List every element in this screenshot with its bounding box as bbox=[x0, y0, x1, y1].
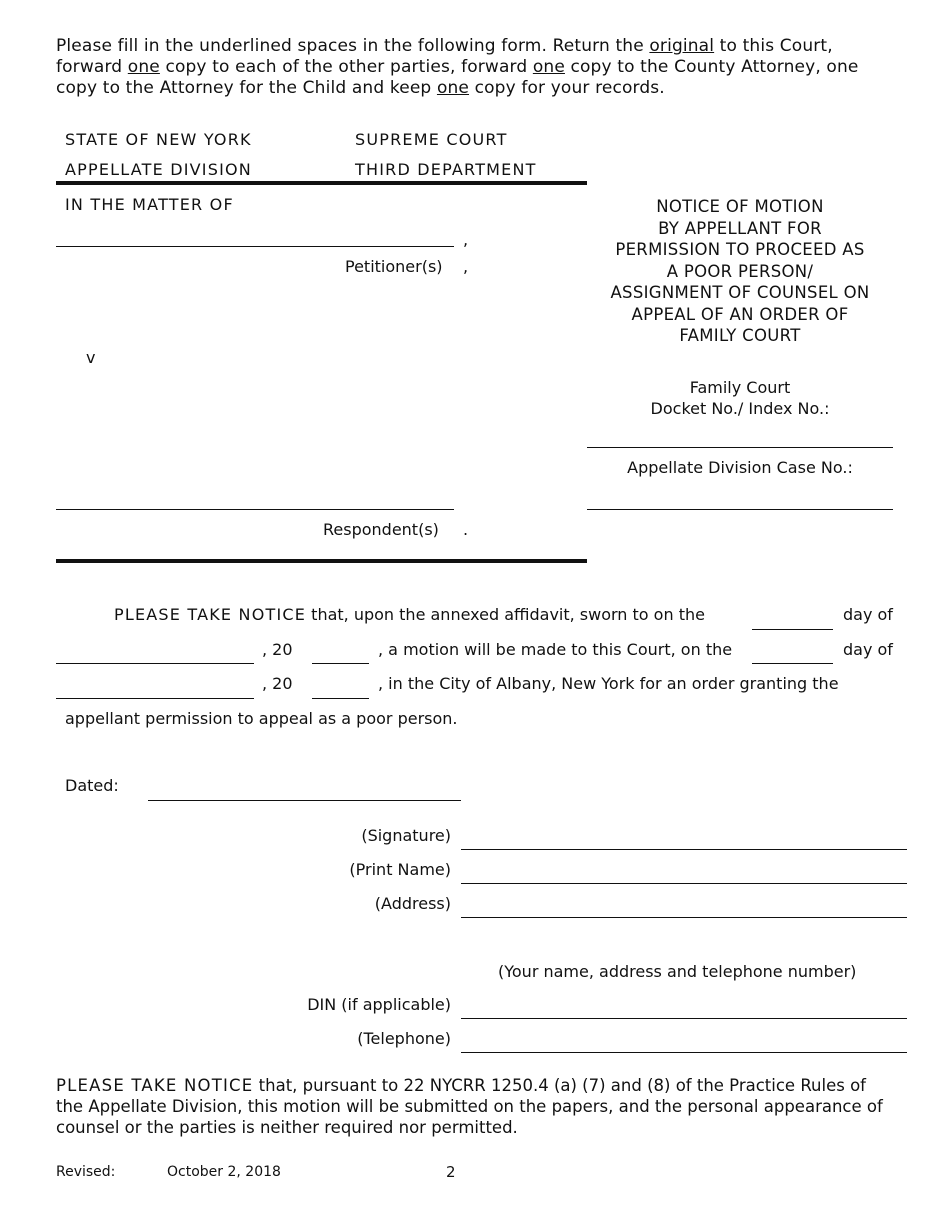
footer-notice-lead: PLEASE TAKE NOTICE bbox=[56, 1076, 254, 1095]
revised-label: Revised: bbox=[56, 1164, 116, 1180]
family-court-docket bbox=[587, 377, 893, 419]
motion-day-field[interactable] bbox=[752, 663, 833, 664]
notice-title-line: A POOR PERSON/ bbox=[666, 261, 814, 281]
day-of-label: day of bbox=[843, 605, 893, 624]
din-label: DIN (if applicable) bbox=[307, 995, 451, 1014]
motion-text: , in the City of Albany, New York for an order granting the bbox=[378, 674, 839, 693]
sworn-year-field[interactable] bbox=[312, 663, 369, 664]
notice-title-line: BY APPELLANT FOR bbox=[658, 218, 822, 238]
footer-notice-line-2: the Appellate Division, this motion will be submitted on the papers, and the personal appearance of bbox=[56, 1097, 883, 1116]
motion-line-1 bbox=[114, 605, 705, 624]
caption-matter: IN THE MATTER OF bbox=[65, 195, 234, 214]
caption-bottom-rule bbox=[56, 559, 587, 563]
your-info-note: (Your name, address and telephone number) bbox=[498, 962, 857, 981]
notice-title-line: APPEAL OF AN ORDER OF bbox=[631, 304, 849, 324]
appellate-case-label: Appellate Division Case No.: bbox=[627, 458, 853, 477]
instructions-line-1 bbox=[56, 36, 833, 56]
appellate-case-field[interactable] bbox=[587, 509, 893, 510]
petitioner-name-field[interactable] bbox=[56, 246, 454, 247]
motion-text: , a motion will be made to this Court, on the bbox=[378, 640, 733, 659]
instr-text: copy to the County Attorney, one bbox=[564, 57, 859, 77]
instr-text: copy to each of the other parties, forward bbox=[159, 57, 533, 77]
motion-text: that, upon the annexed affidavit, sworn to on the bbox=[311, 605, 705, 624]
instr-text: forward bbox=[56, 57, 128, 77]
docket-line: Family Court bbox=[689, 378, 791, 397]
versus-label: v bbox=[86, 348, 96, 367]
sworn-day-field[interactable] bbox=[752, 629, 833, 630]
notice-title-line: FAMILY COURT bbox=[679, 326, 801, 345]
petitioner-label: Petitioner(s) bbox=[345, 257, 443, 276]
instructions-line-2 bbox=[56, 57, 859, 77]
docket-number-field[interactable] bbox=[587, 447, 893, 448]
instr-underlined-one: one bbox=[127, 57, 160, 77]
instr-text: copy for your records. bbox=[469, 78, 665, 98]
din-field[interactable] bbox=[461, 1018, 907, 1019]
telephone-label: (Telephone) bbox=[357, 1029, 451, 1048]
motion-year-field[interactable] bbox=[312, 698, 369, 699]
docket-line: Docket No./ Index No.: bbox=[650, 399, 830, 418]
instr-text: to this Court, bbox=[714, 36, 833, 56]
caption-division: APPELLATE DIVISION bbox=[65, 160, 252, 179]
instr-underlined-one: one bbox=[532, 57, 565, 77]
address-field[interactable] bbox=[461, 917, 907, 918]
petitioner-comma: , bbox=[463, 230, 469, 249]
notice-title-line: PERMISSION TO PROCEED AS bbox=[615, 240, 865, 259]
instr-underlined-one: one bbox=[436, 78, 470, 98]
year-prefix: , 20 bbox=[262, 674, 293, 693]
instr-underlined-original: original bbox=[649, 36, 715, 56]
notice-title bbox=[587, 196, 893, 347]
instr-text: Please fill in the underlined spaces in the following form. Return the bbox=[56, 36, 650, 56]
revised-date: October 2, 2018 bbox=[167, 1164, 281, 1180]
footer-notice-line-3: counsel or the parties is neither required nor permitted. bbox=[56, 1118, 518, 1137]
respondent-name-field[interactable] bbox=[56, 509, 454, 510]
print-name-field[interactable] bbox=[461, 883, 907, 884]
notice-title-line: NOTICE OF MOTION bbox=[656, 197, 824, 216]
sworn-month-field[interactable] bbox=[56, 663, 254, 664]
day-of-label: day of bbox=[843, 640, 893, 659]
caption-top-rule bbox=[56, 181, 587, 185]
year-prefix: , 20 bbox=[262, 640, 293, 659]
signature-field[interactable] bbox=[461, 849, 907, 850]
caption-state: STATE OF NEW YORK bbox=[65, 130, 252, 149]
signature-label: (Signature) bbox=[361, 826, 451, 845]
motion-month-field[interactable] bbox=[56, 698, 254, 699]
footer-notice-line-1 bbox=[56, 1076, 866, 1095]
motion-lead: PLEASE TAKE NOTICE bbox=[114, 605, 307, 624]
respondent-period: . bbox=[463, 520, 469, 539]
dated-label: Dated: bbox=[65, 776, 119, 795]
address-label: (Address) bbox=[374, 894, 451, 913]
instructions-line-3 bbox=[56, 78, 665, 98]
motion-text: appellant permission to appeal as a poor person. bbox=[65, 709, 458, 728]
caption-department: THIRD DEPARTMENT bbox=[355, 160, 537, 179]
print-name-label: (Print Name) bbox=[349, 860, 451, 879]
page-number: 2 bbox=[446, 1163, 456, 1181]
petitioner-comma-2: , bbox=[463, 257, 469, 276]
instr-text: copy to the Attorney for the Child and keep bbox=[56, 78, 437, 98]
notice-title-line: ASSIGNMENT OF COUNSEL ON bbox=[610, 283, 870, 302]
dated-field[interactable] bbox=[148, 800, 461, 801]
caption-court: SUPREME COURT bbox=[355, 130, 508, 149]
respondent-label: Respondent(s) bbox=[323, 520, 439, 539]
telephone-field[interactable] bbox=[461, 1052, 907, 1053]
footer-notice-text: that, pursuant to 22 NYCRR 1250.4 (a) (7) and (8) of the Practice Rules of bbox=[253, 1076, 866, 1095]
